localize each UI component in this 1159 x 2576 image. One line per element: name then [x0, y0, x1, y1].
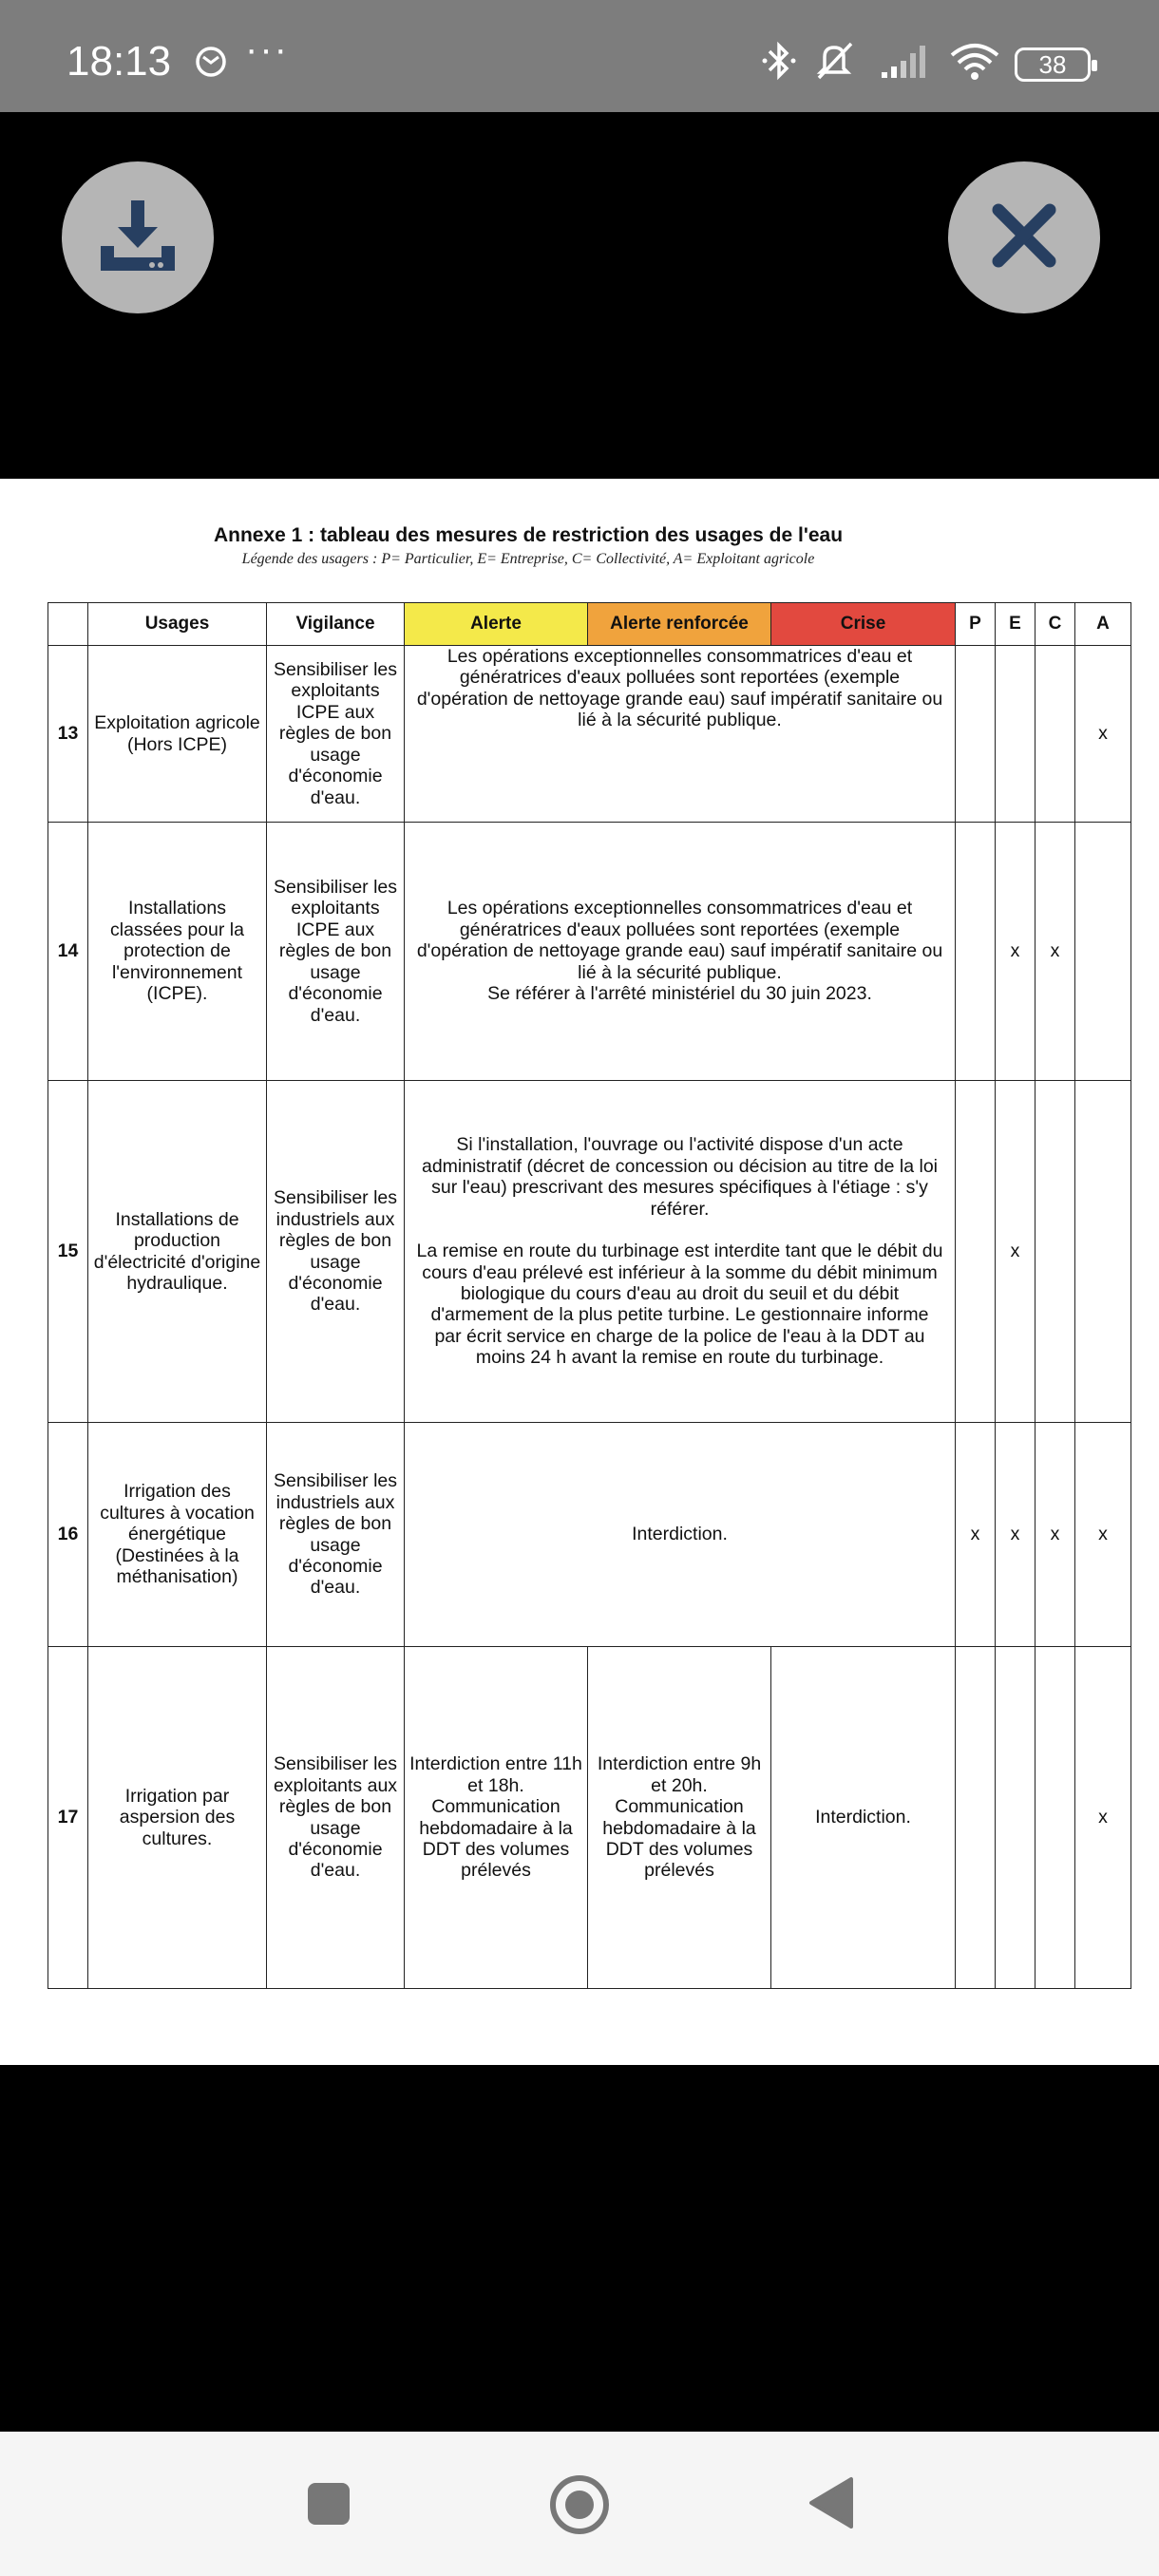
message-icon	[195, 46, 227, 83]
document-image[interactable]	[0, 479, 1159, 2065]
row-c	[1036, 1647, 1075, 1989]
mesure-text: Si l'installation, l'ouvrage ou l'activité dispose d'un acte administratif (décret de concession ou décision au titre de la loi sur l'eau) prescrivant des mesures spécifiques à l'étiage : s'y référer.	[421, 1134, 939, 1220]
table-row	[48, 823, 1131, 1081]
row-mesure	[405, 823, 956, 1081]
circle-icon[interactable]	[548, 2473, 611, 2541]
row-p: x	[956, 1423, 996, 1647]
wifi-icon	[948, 40, 1001, 86]
table-row	[48, 1423, 1131, 1647]
mute-icon	[813, 40, 857, 86]
back-triangle-icon[interactable]	[808, 2475, 855, 2535]
row-a: x	[1075, 1423, 1131, 1647]
row-c: x	[1036, 1423, 1075, 1647]
header-vigilance: Vigilance	[267, 603, 405, 646]
mesure-text-2: La remise en route du turbinage est interdite tant que le débit du cours d'eau prélevé est inférieur à la somme du débit minimum biologique du cours d'eau au droit du seuil et du débit d'armement de la plus petite turbine. Le gestionnaire informe par écrit service en charge de la police de l'eau à la DDT au moins 24 h avant la remise en route du turbinage.	[416, 1241, 943, 1369]
navigation-bar	[0, 2432, 1159, 2576]
row-a: x	[1075, 646, 1131, 823]
row-alerte: Interdiction entre 11h et 18h. Communication hebdomadaire à la DDT des volumes prélevés	[405, 1647, 588, 1989]
row-mesure	[405, 646, 956, 823]
status-time: 18:13	[66, 38, 172, 85]
close-icon	[991, 202, 1057, 274]
header-c: C	[1036, 603, 1075, 646]
row-c	[1036, 646, 1075, 823]
row-e	[996, 646, 1036, 823]
row-e: x	[996, 1423, 1036, 1647]
row-crise: Interdiction.	[771, 1647, 956, 1989]
row-a: x	[1075, 1647, 1131, 1989]
row-c: x	[1036, 823, 1075, 1081]
download-button[interactable]	[62, 161, 214, 313]
row-p	[956, 646, 996, 823]
row-number: 17	[48, 1647, 88, 1989]
row-usage: Installations de production d'électricité d'origine hydraulique.	[88, 1081, 267, 1423]
table-row	[48, 1081, 1131, 1423]
battery-indicator: 38	[1015, 47, 1091, 82]
download-icon	[93, 191, 182, 285]
row-usage: Irrigation par aspersion des cultures.	[88, 1647, 267, 1989]
row-usage: Installations classées pour la protection de l'environnement (ICPE).	[88, 823, 267, 1081]
header-usages: Usages	[88, 603, 267, 646]
row-vigilance: Sensibiliser les exploitants ICPE aux règles de bon usage d'économie d'eau.	[267, 823, 405, 1081]
header-alerte: Alerte	[405, 603, 588, 646]
row-number: 15	[48, 1081, 88, 1423]
square-icon[interactable]	[306, 2481, 352, 2531]
viewer-toolbar	[0, 112, 1159, 479]
header-num	[48, 603, 88, 646]
header-p: P	[956, 603, 996, 646]
row-vigilance: Sensibiliser les industriels aux règles de bon usage d'économie d'eau.	[267, 1423, 405, 1647]
row-usage: Irrigation des cultures à vocation énergétique (Destinées à la méthanisation)	[88, 1423, 267, 1647]
row-number: 13	[48, 646, 88, 823]
signal-icon	[880, 42, 935, 85]
bluetooth-icon	[760, 40, 798, 86]
row-number: 14	[48, 823, 88, 1081]
viewer-bottom-area	[0, 2065, 1159, 2432]
document-title: Annexe 1 : tableau des mesures de restriction des usages de l'eau	[213, 524, 844, 546]
row-e: x	[996, 823, 1036, 1081]
row-mesure	[405, 1081, 956, 1423]
header-a: A	[1075, 603, 1131, 646]
table-header-row	[48, 603, 1131, 646]
row-usage: Exploitation agricole (Hors ICPE)	[88, 646, 267, 823]
row-e	[996, 1647, 1036, 1989]
status-bar	[0, 0, 1159, 112]
mesure-text-2: Se référer à l'arrêté ministériel du 30 juin 2023.	[487, 983, 872, 1005]
header-alerte-renforcee: Alerte renforcée	[588, 603, 771, 646]
row-p	[956, 1647, 996, 1989]
row-p	[956, 823, 996, 1081]
row-alerte-renforcee: Interdiction entre 9h et 20h. Communication hebdomadaire à la DDT des volumes prélevés	[588, 1647, 771, 1989]
row-a	[1075, 1081, 1131, 1423]
document-legend: Légende des usagers : P= Particulier, E= Entreprise, C= Collectivité, A= Exploitant agricole	[241, 551, 815, 567]
row-vigilance: Sensibiliser les exploitants aux règles de bon usage d'économie d'eau.	[267, 1647, 405, 1989]
close-button[interactable]	[948, 161, 1100, 313]
row-vigilance: Sensibiliser les industriels aux règles de bon usage d'économie d'eau.	[267, 1081, 405, 1423]
status-overflow: ···	[245, 28, 289, 70]
row-a	[1075, 823, 1131, 1081]
row-p	[956, 1081, 996, 1423]
row-vigilance: Sensibiliser les exploitants ICPE aux règles de bon usage d'économie d'eau.	[267, 646, 405, 823]
row-e: x	[996, 1081, 1036, 1423]
mesure-text: Les opérations exceptionnelles consommatrices d'eau et génératrices d'eaux polluées sont reportées (exemple d'opération de nettoyage grande eau) sauf impératif sanitaire ou lié à la sécurité publique.	[416, 646, 943, 731]
header-crise: Crise	[771, 603, 956, 646]
mesure-text: Les opérations exceptionnelles consommatrices d'eau et génératrices d'eaux polluées sont reportées (exemple d'opération de nettoyage grande eau) sauf impératif sanitaire ou lié à la sécurité publique.	[416, 898, 943, 983]
row-number: 16	[48, 1423, 88, 1647]
restriction-table	[48, 602, 1131, 1989]
row-mesure: Interdiction.	[405, 1423, 956, 1647]
row-c	[1036, 1081, 1075, 1423]
table-row	[48, 646, 1131, 823]
table-row	[48, 1647, 1131, 1989]
header-e: E	[996, 603, 1036, 646]
